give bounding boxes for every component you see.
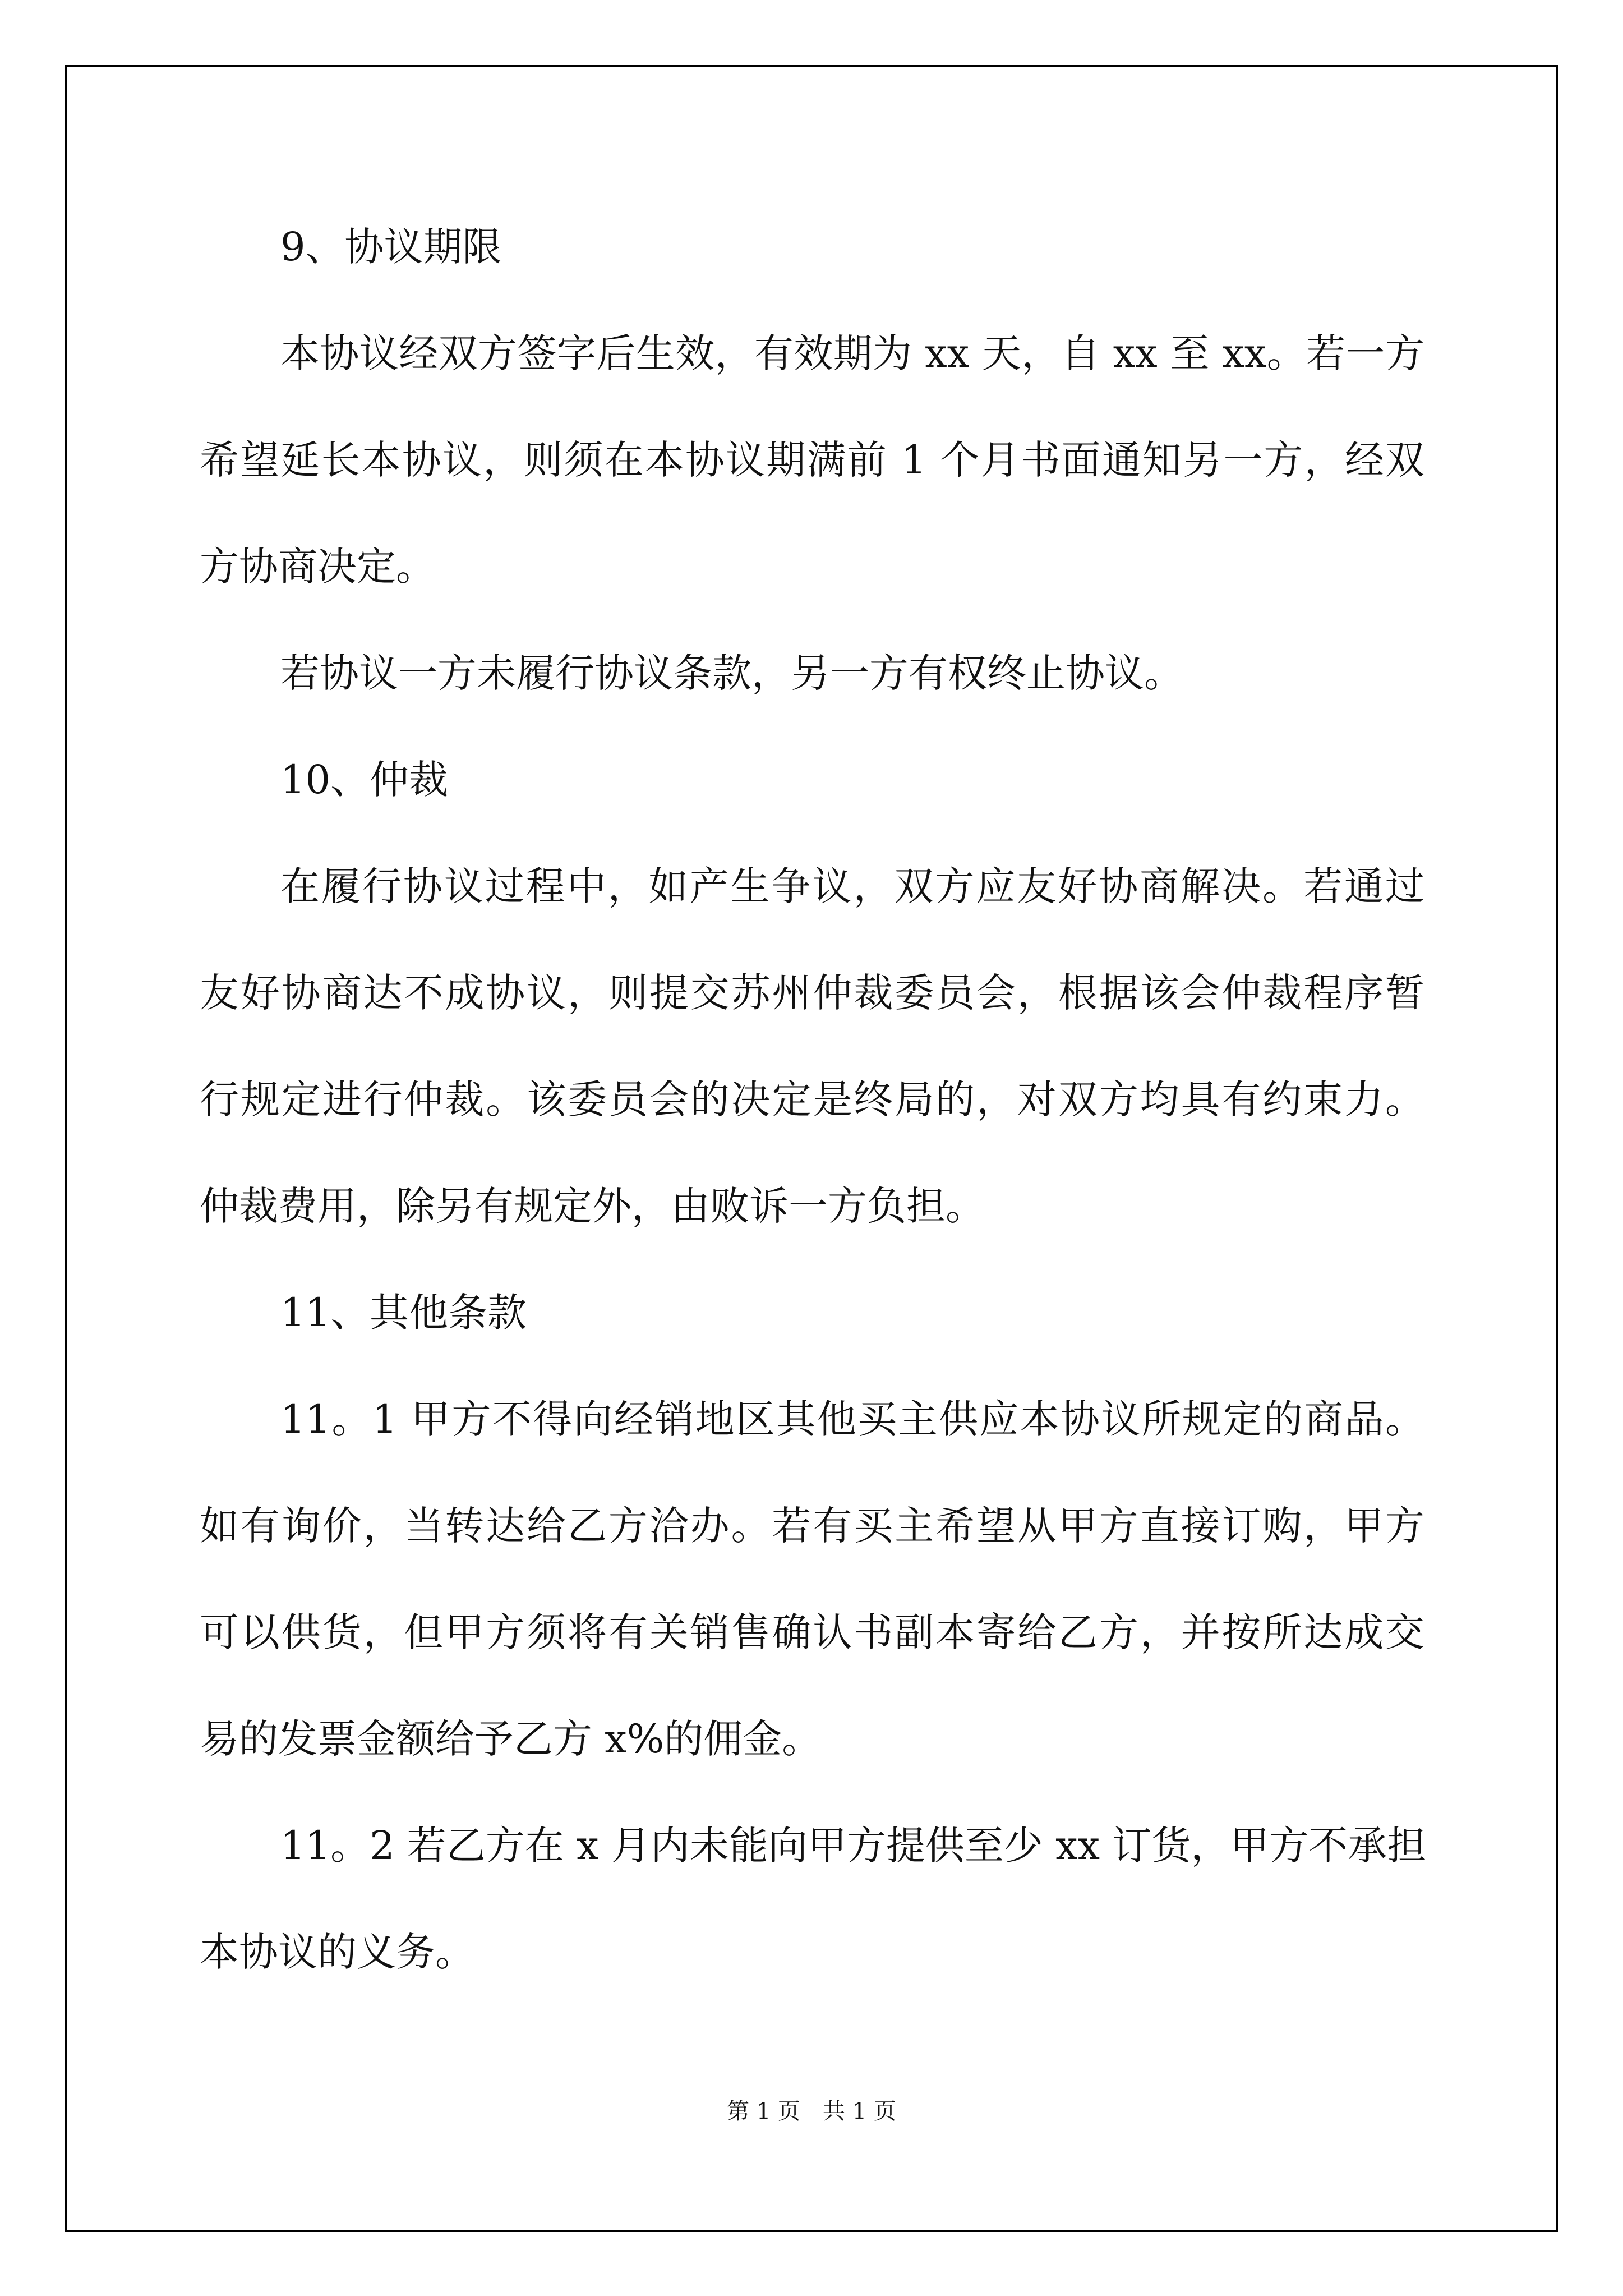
clause-11-1-line2: 如有询价，当转达给乙方洽办。若有买主希望从甲方直接订购，甲方 [200, 1503, 1424, 1549]
section-10-para1-line4: 仲裁费用，除另有规定外，由败诉一方负担。 [200, 1183, 985, 1229]
clause-11-1-line3: 可以供货，但甲方须将有关销售确认书副本寄给乙方，并按所达成交 [200, 1609, 1424, 1655]
clause-11-1-line4: 易的发票金额给予乙方 x%的佣金。 [200, 1716, 822, 1762]
page-border [65, 65, 1558, 2232]
section-10-heading: 10、仲裁 [280, 757, 449, 803]
section-9-para1-line1: 本协议经双方签字后生效，有效期为 xx 天，自 xx 至 xx。若一方 [280, 330, 1424, 376]
section-10-para1-line2: 友好协商达不成协议，则提交苏州仲裁委员会，根据该会仲裁程序暂 [200, 970, 1424, 1016]
section-9-para1-line3: 方协商决定。 [200, 544, 435, 590]
section-10-para1-line1: 在履行协议过程中，如产生争议，双方应友好协商解决。若通过 [280, 863, 1424, 909]
clause-11-2-line1: 11。2 若乙方在 x 月内未能向甲方提供至少 xx 订货，甲方不承担 [280, 1823, 1427, 1869]
clause-11-1-line1: 11。1 甲方不得向经销地区其他买主供应本协议所规定的商品。 [280, 1396, 1424, 1442]
section-11-heading: 11、其他条款 [280, 1290, 527, 1336]
clause-11-2-line2: 本协议的义务。 [200, 1929, 474, 1975]
section-9-heading: 9、协议期限 [280, 224, 502, 270]
section-9-para1-line2: 希望延长本协议，则须在本协议期满前 1 个月书面通知另一方，经双 [200, 437, 1424, 483]
section-9-para2: 若协议一方未履行协议条款，另一方有权终止协议。 [280, 650, 1183, 696]
section-10-para1-line3: 行规定进行仲裁。该委员会的决定是终局的，对双方均具有约束力。 [200, 1076, 1424, 1122]
page-number-footer: 第 1 页 共 1 页 [727, 2099, 896, 2124]
